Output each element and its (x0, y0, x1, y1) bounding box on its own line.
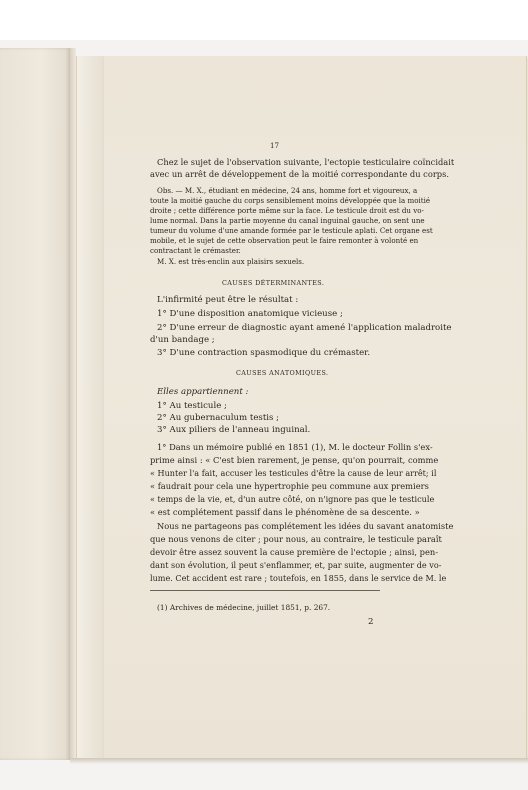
text-line: dant son évolution, il peut s'enflammer, et, par suite, augmenter de vo- (150, 560, 442, 570)
text-line: prime ainsi : « C'est bien rarement, je pense, qu'on pourrait, comme (150, 455, 439, 465)
observation-line: lume normal. Dans la partie moyenne du canal inguinal gauche, on sent une (150, 216, 425, 225)
text-line: Elles appartiennent : (157, 387, 249, 397)
list-item: 3° D'une contraction spasmodique du crémaster. (157, 348, 371, 358)
list-item: 3° Aux piliers de l'anneau inguinal. (157, 425, 311, 435)
footnote: (1) Archives de médecine, juillet 1851, p. 267. (157, 603, 331, 612)
observation-line: contractant le crémaster. (150, 246, 241, 255)
section-heading: CAUSES ANATOMIQUES. (236, 369, 329, 377)
list-item: 2° Au gubernaculum testis ; (157, 413, 280, 423)
text-line: « faudrait pour cela une hypertrophie peu commune aux premiers (150, 481, 429, 491)
signature-mark: 2 (368, 617, 374, 627)
observation-line: tumeur du volume d'une amande formée par le testicule aplati. Cet organe est (150, 226, 433, 235)
text-line: Nous ne partageons pas complétement les idées du savant anatomiste (157, 521, 454, 531)
text-line: L'infirmité peut être le résultat : (157, 295, 299, 305)
list-item: d'un bandage ; (150, 335, 215, 345)
observation-line: Obs. — M. X., étudiant en médecine, 24 ans, homme fort et vigoureux, a (157, 186, 418, 195)
list-item: 1° D'une disposition anatomique vicieuse ; (157, 309, 343, 319)
observation-line: mobile, et le sujet de cette observation peut le faire remonter à volonté en (150, 236, 419, 245)
text-line: avec un arrêt de développement de la moitié correspondante du corps. (150, 169, 449, 179)
text-line: « Hunter l'a fait, accuser les testicules d'être la cause de leur arrêt; il (150, 468, 437, 478)
section-heading: CAUSES DÉTERMINANTES. (222, 279, 325, 287)
observation-line: droite ; cette différence porte même sur la face. Le testicule droit est du vo- (150, 206, 424, 215)
text-line: devoir être assez souvent la cause première de l'ectopie ; ainsi, pen- (150, 547, 439, 557)
text-line: lume. Cet accident est rare ; toutefois, en 1855, dans le service de M. le (150, 573, 447, 583)
observation-line: M. X. est très-enclin aux plaisirs sexuels. (157, 257, 305, 266)
binding-strip (76, 56, 106, 758)
text-line: « temps de la vie, et, d'un autre côté, on n'ignore pas que le testicule (150, 494, 435, 504)
footnote-rule (150, 590, 380, 591)
left-page-edge (0, 48, 70, 760)
list-item: 2° D'une erreur de diagnostic ayant amené l'application maladroite (157, 323, 452, 333)
page-number: 17 (270, 141, 280, 150)
list-item: 1° Au testicule ; (157, 401, 227, 411)
text-line: que nous venons de citer ; pour nous, au contraire, le testicule paraît (150, 534, 442, 544)
observation-line: toute la moitié gauche du corps sensiblement moins développée que la moitié (150, 196, 431, 205)
text-line: Chez le sujet de l'observation suivante, l'ectopie testiculaire coïncidait (157, 157, 455, 167)
text-line: « est complétement passif dans le phénomène de sa descente. » (150, 507, 420, 517)
text-line: 1° Dans un mémoire publié en 1851 (1), M. le docteur Follin s'ex- (157, 442, 433, 452)
page-shadow (70, 758, 528, 764)
